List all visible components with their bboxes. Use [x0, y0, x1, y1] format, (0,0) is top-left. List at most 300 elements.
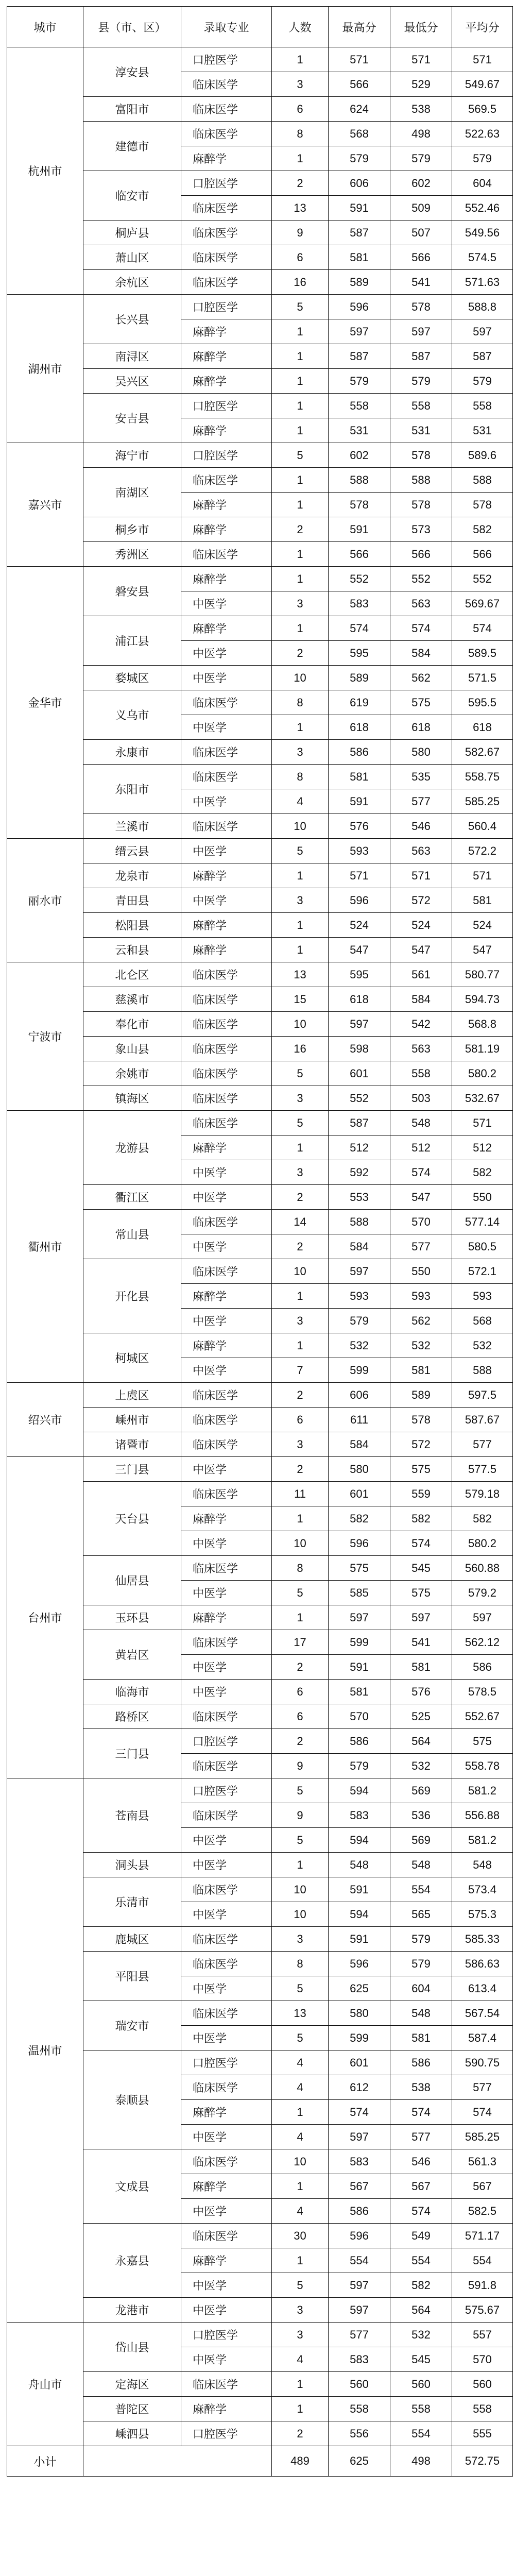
min-score-cell: 578: [390, 1408, 452, 1432]
max-score-cell: 554: [329, 2248, 390, 2273]
county-cell: 淳安县: [83, 47, 181, 97]
max-score-cell: 591: [329, 1927, 390, 1952]
max-score-cell: 588: [329, 468, 390, 493]
min-score-cell: 564: [390, 2298, 452, 2323]
max-score-cell: 596: [329, 2224, 390, 2248]
min-score-cell: 549: [390, 2224, 452, 2248]
table-row: [7, 1111, 513, 1136]
major-cell: 中医学: [181, 2199, 272, 2224]
major-cell: 临床医学: [181, 196, 272, 221]
avg-score-cell: 587: [452, 344, 513, 369]
min-score-cell: 567: [390, 2174, 452, 2199]
avg-score-cell: 579.2: [452, 1581, 513, 1605]
county-cell: 安吉县: [83, 394, 181, 443]
min-score-cell: 565: [390, 1902, 452, 1927]
major-cell: 临床医学: [181, 1556, 272, 1581]
min-score-cell: 558: [390, 394, 452, 418]
avg-score-cell: 586.63: [452, 1952, 513, 1976]
table-row: [7, 962, 513, 987]
count-cell: 10: [272, 1012, 329, 1037]
header-min-score: 最低分: [390, 7, 452, 47]
major-cell: 临床医学: [181, 1061, 272, 1086]
min-score-cell: 569: [390, 1828, 452, 1853]
major-cell: 中医学: [181, 1185, 272, 1210]
major-cell: 中医学: [181, 1358, 272, 1383]
header-count: 人数: [272, 7, 329, 47]
max-score-cell: 597: [329, 2125, 390, 2149]
max-score-cell: 583: [329, 2149, 390, 2174]
max-score-cell: 589: [329, 270, 390, 295]
max-score-cell: 556: [329, 2421, 390, 2446]
min-score-cell: 547: [390, 1185, 452, 1210]
header-city: 城市: [7, 7, 83, 47]
min-score-cell: 546: [390, 814, 452, 839]
table-row: [7, 295, 513, 319]
count-cell: 1: [272, 344, 329, 369]
max-score-cell: 612: [329, 2075, 390, 2100]
max-score-cell: 574: [329, 616, 390, 641]
min-score-cell: 564: [390, 1729, 452, 1754]
min-score-cell: 547: [390, 938, 452, 962]
count-cell: 9: [272, 1803, 329, 1828]
count-cell: 5: [272, 839, 329, 863]
major-cell: 中医学: [181, 1234, 272, 1259]
major-cell: 口腔医学: [181, 1778, 272, 1803]
county-cell: 泰顺县: [83, 2050, 181, 2149]
city-cell: 温州市: [7, 1778, 83, 2323]
table-row: [7, 1877, 513, 1902]
max-score-cell: 601: [329, 1061, 390, 1086]
avg-score-cell: 574: [452, 616, 513, 641]
max-score-cell: 591: [329, 1877, 390, 1902]
count-cell: 1: [272, 2372, 329, 2397]
count-cell: 5: [272, 295, 329, 319]
county-cell: 苍南县: [83, 1778, 181, 1853]
table-row: [7, 1952, 513, 1976]
max-score-cell: 566: [329, 72, 390, 97]
max-score-cell: 579: [329, 369, 390, 394]
avg-score-cell: 590.75: [452, 2050, 513, 2075]
major-cell: 中医学: [181, 2125, 272, 2149]
min-score-cell: 545: [390, 1556, 452, 1581]
table-row: [7, 245, 513, 270]
avg-score-cell: 575: [452, 1729, 513, 1754]
county-cell: 慈溪市: [83, 987, 181, 1012]
count-cell: 3: [272, 1160, 329, 1185]
count-cell: 10: [272, 2149, 329, 2174]
major-cell: 临床医学: [181, 1037, 272, 1061]
county-cell: 海宁市: [83, 443, 181, 468]
count-cell: 2: [272, 1729, 329, 1754]
major-cell: 中医学: [181, 1581, 272, 1605]
count-cell: 4: [272, 2050, 329, 2075]
max-score-cell: 552: [329, 567, 390, 591]
major-cell: 临床医学: [181, 1408, 272, 1432]
max-score-cell: 596: [329, 888, 390, 913]
major-cell: 口腔医学: [181, 1729, 272, 1754]
count-cell: 4: [272, 789, 329, 814]
major-cell: 麻醉学: [181, 616, 272, 641]
avg-score-cell: 597: [452, 319, 513, 344]
count-cell: 5: [272, 443, 329, 468]
min-score-cell: 584: [390, 987, 452, 1012]
max-score-cell: 589: [329, 666, 390, 690]
min-score-cell: 578: [390, 443, 452, 468]
max-score-cell: 591: [329, 196, 390, 221]
avg-score-cell: 560.88: [452, 1556, 513, 1581]
major-cell: 临床医学: [181, 814, 272, 839]
table-row: [7, 1927, 513, 1952]
major-cell: 中医学: [181, 888, 272, 913]
count-cell: 8: [272, 690, 329, 715]
max-score-cell: 548: [329, 1853, 390, 1877]
county-cell: 乐清市: [83, 1877, 181, 1927]
min-score-cell: 546: [390, 2149, 452, 2174]
major-cell: 临床医学: [181, 2149, 272, 2174]
max-score-cell: 597: [329, 1259, 390, 1284]
major-cell: 麻醉学: [181, 1506, 272, 1531]
min-score-cell: 589: [390, 1383, 452, 1408]
max-score-cell: 570: [329, 1704, 390, 1729]
count-cell: 1: [272, 1506, 329, 1531]
min-score-cell: 593: [390, 1284, 452, 1309]
avg-score-cell: 579.18: [452, 1482, 513, 1506]
major-cell: 临床医学: [181, 122, 272, 146]
county-cell: 兰溪市: [83, 814, 181, 839]
county-cell: 常山县: [83, 1210, 181, 1259]
header-major: 录取专业: [181, 7, 272, 47]
major-cell: 中医学: [181, 715, 272, 740]
county-cell: 南浔区: [83, 344, 181, 369]
major-cell: 中医学: [181, 641, 272, 666]
major-cell: 中医学: [181, 1457, 272, 1482]
count-cell: 10: [272, 1877, 329, 1902]
count-cell: 1: [272, 319, 329, 344]
count-cell: 1: [272, 863, 329, 888]
major-cell: 临床医学: [181, 1927, 272, 1952]
min-score-cell: 571: [390, 47, 452, 72]
major-cell: 临床医学: [181, 1383, 272, 1408]
major-cell: 临床医学: [181, 1210, 272, 1234]
count-cell: 8: [272, 765, 329, 789]
header-county: 县（市、区）: [83, 7, 181, 47]
min-score-cell: 588: [390, 468, 452, 493]
min-score-cell: 579: [390, 369, 452, 394]
count-cell: 1: [272, 2174, 329, 2199]
county-cell: 路桥区: [83, 1704, 181, 1729]
major-cell: 中医学: [181, 1680, 272, 1704]
min-score-cell: 578: [390, 295, 452, 319]
count-cell: 30: [272, 2224, 329, 2248]
avg-score-cell: 570: [452, 2347, 513, 2372]
min-score-cell: 569: [390, 1778, 452, 1803]
county-cell: 天台县: [83, 1482, 181, 1556]
min-score-cell: 554: [390, 1877, 452, 1902]
min-score-cell: 597: [390, 319, 452, 344]
max-score-cell: 583: [329, 591, 390, 616]
min-score-cell: 584: [390, 641, 452, 666]
major-cell: 临床医学: [181, 1111, 272, 1136]
count-cell: 1: [272, 1333, 329, 1358]
max-score-cell: 591: [329, 789, 390, 814]
county-cell: 婺城区: [83, 666, 181, 690]
major-cell: 临床医学: [181, 2372, 272, 2397]
count-cell: 2: [272, 641, 329, 666]
count-cell: 13: [272, 962, 329, 987]
count-cell: 1: [272, 2248, 329, 2273]
city-cell: 衢州市: [7, 1111, 83, 1383]
max-score-cell: 594: [329, 1902, 390, 1927]
max-score-cell: 581: [329, 1680, 390, 1704]
table-row: [7, 1185, 513, 1210]
city-cell: 绍兴市: [7, 1383, 83, 1457]
count-cell: 8: [272, 122, 329, 146]
table-row: [7, 1210, 513, 1234]
max-score-cell: 574: [329, 2100, 390, 2125]
total-min-score: 498: [390, 2446, 452, 2477]
count-cell: 5: [272, 1581, 329, 1605]
city-cell: 金华市: [7, 567, 83, 839]
major-cell: 麻醉学: [181, 369, 272, 394]
min-score-cell: 542: [390, 1012, 452, 1037]
major-cell: 临床医学: [181, 221, 272, 245]
avg-score-cell: 571.17: [452, 2224, 513, 2248]
count-cell: 10: [272, 814, 329, 839]
major-cell: 中医学: [181, 1828, 272, 1853]
table-row: [7, 2421, 513, 2446]
table-row: [7, 2323, 513, 2347]
count-cell: 5: [272, 1976, 329, 2001]
max-score-cell: 571: [329, 47, 390, 72]
avg-score-cell: 549.67: [452, 72, 513, 97]
count-cell: 3: [272, 888, 329, 913]
count-cell: 2: [272, 1383, 329, 1408]
table-row: [7, 344, 513, 369]
major-cell: 临床医学: [181, 270, 272, 295]
table-row: [7, 394, 513, 418]
table-row: [7, 2050, 513, 2075]
count-cell: 5: [272, 1778, 329, 1803]
min-score-cell: 554: [390, 2421, 452, 2446]
table-row: [7, 1383, 513, 1408]
major-cell: 临床医学: [181, 987, 272, 1012]
major-cell: 临床医学: [181, 1259, 272, 1284]
max-score-cell: 596: [329, 1531, 390, 1556]
avg-score-cell: 552: [452, 567, 513, 591]
county-cell: 开化县: [83, 1259, 181, 1333]
max-score-cell: 586: [329, 1729, 390, 1754]
major-cell: 麻醉学: [181, 1284, 272, 1309]
min-score-cell: 559: [390, 1482, 452, 1506]
table-row: [7, 171, 513, 196]
count-cell: 3: [272, 1086, 329, 1111]
major-cell: 麻醉学: [181, 913, 272, 938]
max-score-cell: 512: [329, 1136, 390, 1160]
major-cell: 麻醉学: [181, 1333, 272, 1358]
county-cell: 嵊泗县: [83, 2421, 181, 2446]
county-cell: 玉环县: [83, 1605, 181, 1630]
avg-score-cell: 532.67: [452, 1086, 513, 1111]
count-cell: 2: [272, 517, 329, 542]
avg-score-cell: 594.73: [452, 987, 513, 1012]
avg-score-cell: 531: [452, 418, 513, 443]
total-count: 489: [272, 2446, 329, 2477]
count-cell: 3: [272, 740, 329, 765]
min-score-cell: 541: [390, 270, 452, 295]
max-score-cell: 581: [329, 765, 390, 789]
avg-score-cell: 587.67: [452, 1408, 513, 1432]
county-cell: 三门县: [83, 1729, 181, 1778]
min-score-cell: 536: [390, 1803, 452, 1828]
max-score-cell: 606: [329, 171, 390, 196]
avg-score-cell: 571: [452, 863, 513, 888]
avg-score-cell: 595.5: [452, 690, 513, 715]
min-score-cell: 577: [390, 2125, 452, 2149]
major-cell: 麻醉学: [181, 319, 272, 344]
max-score-cell: 593: [329, 1284, 390, 1309]
major-cell: 临床医学: [181, 245, 272, 270]
avg-score-cell: 569.5: [452, 97, 513, 122]
min-score-cell: 575: [390, 1457, 452, 1482]
avg-score-cell: 604: [452, 171, 513, 196]
major-cell: 临床医学: [181, 1952, 272, 1976]
major-cell: 麻醉学: [181, 2174, 272, 2199]
city-cell: 嘉兴市: [7, 443, 83, 567]
max-score-cell: 547: [329, 938, 390, 962]
major-cell: 中医学: [181, 2347, 272, 2372]
min-score-cell: 548: [390, 2001, 452, 2026]
avg-score-cell: 574: [452, 2100, 513, 2125]
min-score-cell: 577: [390, 1234, 452, 1259]
major-cell: 麻醉学: [181, 567, 272, 591]
major-cell: 中医学: [181, 666, 272, 690]
major-cell: 中医学: [181, 1853, 272, 1877]
avg-score-cell: 586: [452, 1655, 513, 1680]
count-cell: 1: [272, 146, 329, 171]
max-score-cell: 580: [329, 1457, 390, 1482]
table-row: [7, 1680, 513, 1704]
min-score-cell: 529: [390, 72, 452, 97]
max-score-cell: 625: [329, 1976, 390, 2001]
max-score-cell: 560: [329, 2372, 390, 2397]
major-cell: 麻醉学: [181, 863, 272, 888]
county-cell: 三门县: [83, 1457, 181, 1482]
min-score-cell: 579: [390, 1952, 452, 1976]
major-cell: 麻醉学: [181, 146, 272, 171]
max-score-cell: 532: [329, 1333, 390, 1358]
min-score-cell: 571: [390, 863, 452, 888]
avg-score-cell: 580.77: [452, 962, 513, 987]
min-score-cell: 572: [390, 888, 452, 913]
count-cell: 15: [272, 987, 329, 1012]
min-score-cell: 509: [390, 196, 452, 221]
avg-score-cell: 585.33: [452, 1927, 513, 1952]
county-cell: 龙泉市: [83, 863, 181, 888]
count-cell: 3: [272, 2323, 329, 2347]
county-cell: 南湖区: [83, 468, 181, 517]
min-score-cell: 602: [390, 171, 452, 196]
county-cell: 龙港市: [83, 2298, 181, 2323]
major-cell: 麻醉学: [181, 2100, 272, 2125]
major-cell: 中医学: [181, 2273, 272, 2298]
count-cell: 13: [272, 2001, 329, 2026]
avg-score-cell: 554: [452, 2248, 513, 2273]
max-score-cell: 586: [329, 740, 390, 765]
count-cell: 10: [272, 1902, 329, 1927]
avg-score-cell: 560.4: [452, 814, 513, 839]
table-row: [7, 97, 513, 122]
county-cell: 临安市: [83, 171, 181, 221]
avg-score-cell: 585.25: [452, 789, 513, 814]
table-row: [7, 1704, 513, 1729]
avg-score-cell: 566: [452, 542, 513, 567]
major-cell: 中医学: [181, 2298, 272, 2323]
county-cell: 永康市: [83, 740, 181, 765]
min-score-cell: 498: [390, 122, 452, 146]
table-row: [7, 1432, 513, 1457]
count-cell: 16: [272, 1037, 329, 1061]
table-row: [7, 47, 513, 72]
county-cell: 磐安县: [83, 567, 181, 616]
min-score-cell: 561: [390, 962, 452, 987]
table-row: [7, 888, 513, 913]
max-score-cell: 588: [329, 1210, 390, 1234]
count-cell: 4: [272, 2199, 329, 2224]
table-row: [7, 1630, 513, 1655]
min-score-cell: 577: [390, 789, 452, 814]
major-cell: 临床医学: [181, 962, 272, 987]
city-cell: 丽水市: [7, 839, 83, 962]
count-cell: 1: [272, 567, 329, 591]
avg-score-cell: 577.14: [452, 1210, 513, 1234]
count-cell: 1: [272, 2397, 329, 2421]
county-cell: 秀洲区: [83, 542, 181, 567]
major-cell: 临床医学: [181, 2075, 272, 2100]
count-cell: 3: [272, 591, 329, 616]
table-row: [7, 1037, 513, 1061]
min-score-cell: 525: [390, 1704, 452, 1729]
max-score-cell: 597: [329, 2273, 390, 2298]
major-cell: 临床医学: [181, 765, 272, 789]
table-row: [7, 1259, 513, 1284]
count-cell: 3: [272, 1309, 329, 1333]
count-cell: 6: [272, 245, 329, 270]
county-cell: 桐庐县: [83, 221, 181, 245]
major-cell: 临床医学: [181, 1012, 272, 1037]
header-max-score: 最高分: [329, 7, 390, 47]
min-score-cell: 538: [390, 2075, 452, 2100]
avg-score-cell: 581: [452, 888, 513, 913]
count-cell: 1: [272, 2100, 329, 2125]
total-label: 小计: [7, 2446, 83, 2477]
avg-score-cell: 571: [452, 47, 513, 72]
county-cell: 上虞区: [83, 1383, 181, 1408]
count-cell: 1: [272, 1136, 329, 1160]
max-score-cell: 586: [329, 2199, 390, 2224]
avg-score-cell: 562.12: [452, 1630, 513, 1655]
min-score-cell: 604: [390, 1976, 452, 2001]
county-cell: 义乌市: [83, 690, 181, 740]
count-cell: 10: [272, 666, 329, 690]
avg-score-cell: 572.2: [452, 839, 513, 863]
major-cell: 口腔医学: [181, 47, 272, 72]
total-blank-cell: [83, 2446, 272, 2477]
max-score-cell: 597: [329, 2298, 390, 2323]
county-cell: 临海市: [83, 1680, 181, 1704]
avg-score-cell: 580.2: [452, 1061, 513, 1086]
avg-score-cell: 552.67: [452, 1704, 513, 1729]
table-row: [7, 765, 513, 789]
